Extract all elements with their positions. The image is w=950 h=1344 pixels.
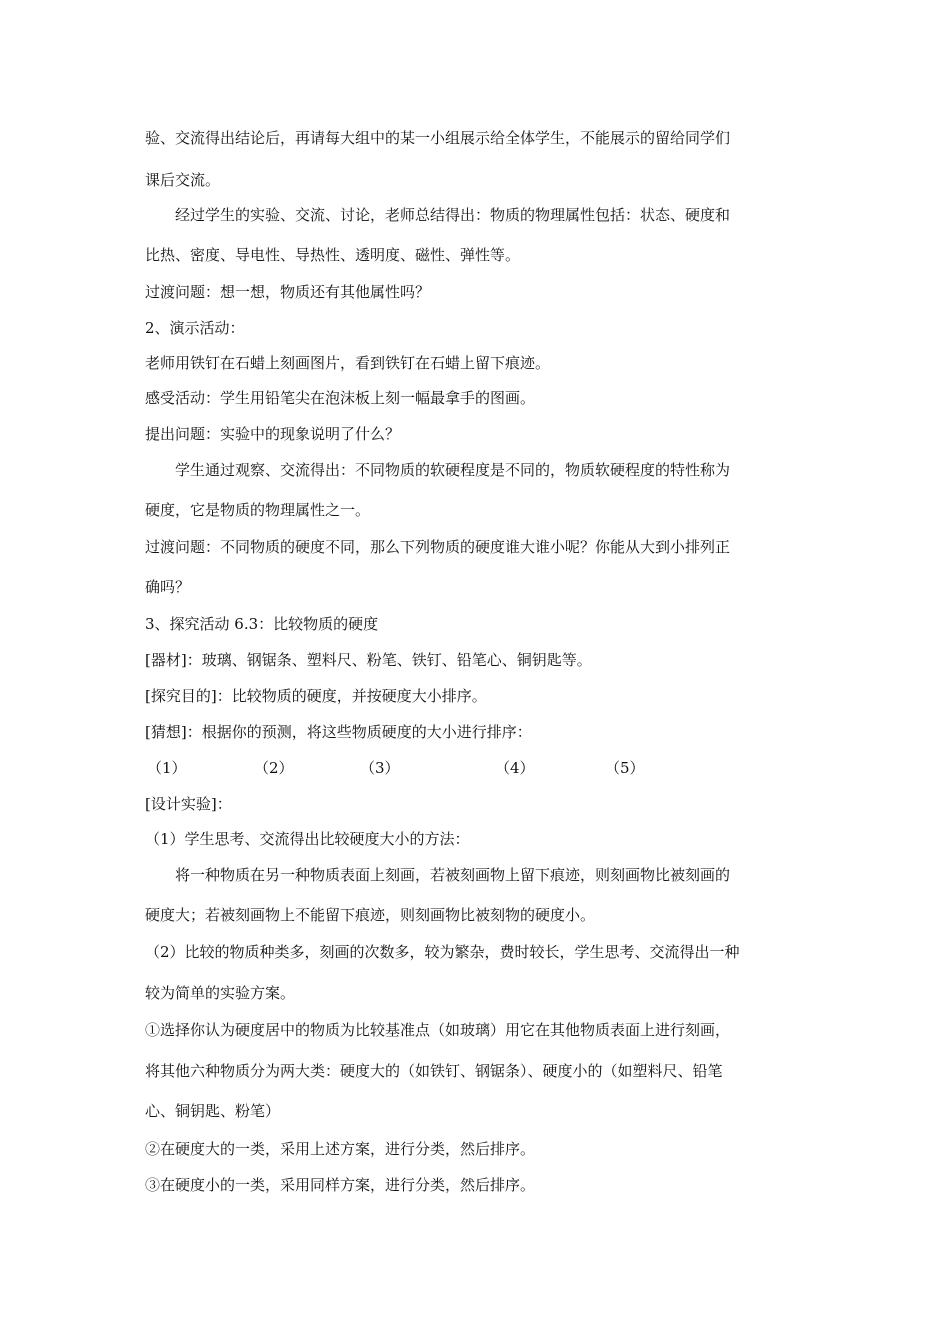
paragraph-line: 较为简单的实验方案。 (145, 984, 296, 1002)
paragraph-line: 比热、密度、导电性、导热性、透明度、磁性、弹性等。 (145, 246, 521, 264)
paragraph-line: [探究目的]：比较物质的硬度，并按硬度大小排序。 (145, 687, 487, 705)
section-heading: 2、演示活动： (145, 319, 245, 337)
paragraph-line: ①选择你认为硬度居中的物质为比较基准点（如玻璃）用它在其他物质表面上进行刻画， (145, 1021, 731, 1039)
paragraph-line: 学生通过观察、交流得出：不同物质的软硬程度是不同的，物质软硬程度的特性称为 (175, 461, 731, 479)
paragraph-line: 经过学生的实验、交流、讨论，老师总结得出：物质的物理属性包括：状态、硬度和 (175, 206, 731, 224)
guess-slot: （3） (360, 759, 400, 777)
paragraph-line: （1）学生思考、交流得出比较硬度大小的方法： (145, 830, 470, 848)
paragraph-line: 硬度大；若被刻画物上不能留下痕迹，则刻画物比被刻物的硬度小。 (145, 906, 596, 924)
paragraph-line: 课后交流。 (145, 171, 221, 189)
guess-slot: （4） (495, 759, 535, 777)
guess-slot: （1） (147, 759, 187, 777)
guess-slot: （2） (254, 759, 294, 777)
paragraph-line: 过渡问题：不同物质的硬度不同，那么下列物质的硬度谁大谁小呢？你能从大到小排列正 (145, 538, 731, 556)
paragraph-line: 提出问题：实验中的现象说明了什么？ (145, 425, 401, 443)
paragraph-line: ③在硬度小的一类，采用同样方案，进行分类，然后排序。 (145, 1176, 536, 1194)
paragraph-line: ②在硬度大的一类，采用上述方案，进行分类，然后排序。 (145, 1140, 536, 1158)
paragraph-line: [器材]：玻璃、钢锯条、塑料尺、粉笔、铁钉、铅笔心、铜钥匙等。 (145, 651, 592, 669)
paragraph-line: 感受活动：学生用铅笔尖在泡沫板上刻一幅最拿手的图画。 (145, 389, 536, 407)
guess-slot: （5） (605, 759, 645, 777)
paragraph-line: [猜想]：根据你的预测，将这些物质硬度的大小进行排序： (145, 723, 532, 741)
section-heading: 3、探究活动 6.3：比较物质的硬度 (145, 615, 379, 633)
paragraph-line: 将一种物质在另一种物质表面上刻画，若被刻画物上留下痕迹，则刻画物比被刻画的 (175, 866, 731, 884)
paragraph-line: 硬度，它是物质的物理属性之一。 (145, 501, 371, 519)
paragraph-line: （2）比较的物质种类多，刻画的次数多，较为繁杂，费时较长，学生思考、交流得出一种 (145, 943, 740, 961)
guess-slots-row (147, 758, 667, 778)
paragraph-line: 验、交流得出结论后，再请每大组中的某一小组展示给全体学生，不能展示的留给同学们 (145, 129, 731, 147)
paragraph-line: [设计实验]： (145, 795, 232, 813)
paragraph-line: 老师用铁钉在石蜡上刻画图片，看到铁钉在石蜡上留下痕迹。 (145, 354, 551, 372)
paragraph-line: 心、铜钥匙、粉笔） (145, 1102, 281, 1120)
paragraph-line: 确吗？ (145, 578, 191, 596)
paragraph-line: 将其他六种物质分为两大类：硬度大的（如铁钉、钢锯条）、硬度小的（如塑料尺、铅笔 (145, 1062, 723, 1080)
paragraph-line: 过渡问题：想一想，物质还有其他属性吗？ (145, 283, 431, 301)
